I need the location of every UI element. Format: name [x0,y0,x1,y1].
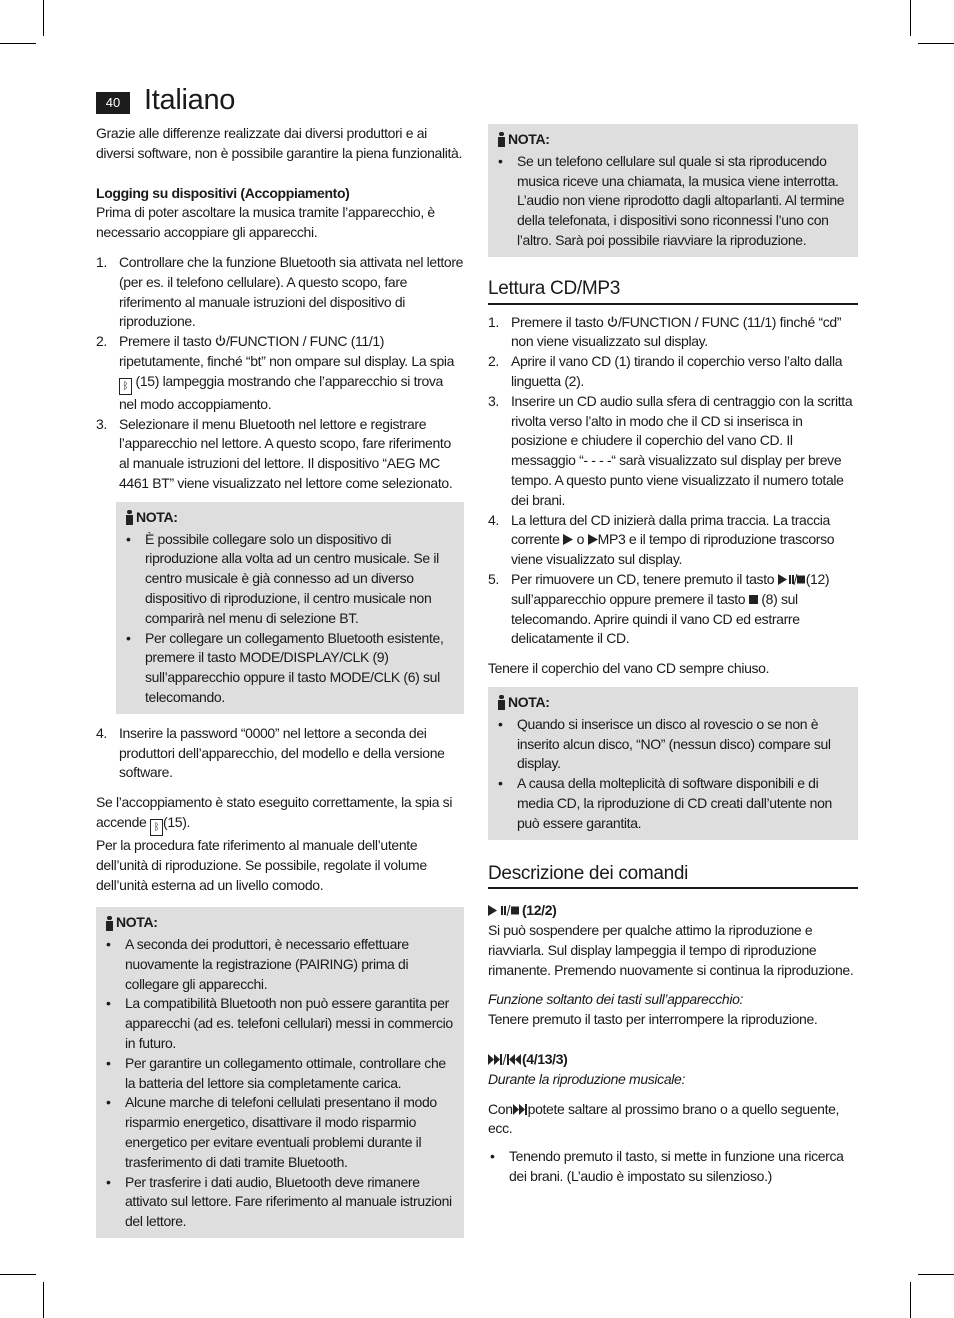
note-heading [496,693,850,713]
crop-mark [43,0,44,36]
list-item: 1. Premere il tasto /FUNCTION / FUNC (11/1) finché “cd” non viene visualizzato sul display. [488,313,842,350]
step-text: /FUNCTION / FUNC (11/1) ripetutamente, finché “bt” non ompare sul display. La spia [119,333,455,369]
skip-forward-backward-icon [488,1054,522,1065]
play-icon [588,534,598,545]
list-item: • Per trasferire i dati audio, Bluetooth deve rimanere attivato sul lettore. Fare riferimento al manuale istruzioni del lettore. [104,1173,456,1232]
note-title: NOTA: [508,131,550,147]
note-list [496,152,850,251]
note-list [496,715,850,834]
pairing-steps-continued [96,724,464,783]
play-only-label [488,990,858,1010]
step-text: /FUNCTION / FUNC (11/1) finché “cd” non viene visualizzato sul display. [511,313,842,350]
step-text: Controllare che la funzione Bluetooth sia attivata nel lettore (per es. il telefono cellulare). A questo scopo, fare riferimento al manuale istruzioni del dispositivo di riproduzione. [119,253,464,330]
success-text-b: (15). [163,813,191,830]
skip-forward-icon [513,1104,528,1115]
note-list [124,530,456,708]
list-item: 4. Inserire la password “0000” nel lettore a seconda dei produttori dell’apparecchio, del modello e della versione software. [96,724,445,781]
list-item: 1. Controllare che la funzione Bluetooth sia attivata nel lettore (per es. il telefono cellulare). A questo scopo, fare riferimento al manuale istruzioni del dispositivo di riproduzione. [96,253,464,330]
pairing-intro: Prima di poter ascoltare la musica tramite l’apparecchio, è necessario accoppiare gli apparecchi. [96,204,435,241]
section-heading-controls: Descrizione dei comandi [488,864,858,890]
step-text: Premere il tasto [511,313,604,330]
step-text: (15) lampeggia mostrando che l’apparecchio si trova nel modo accoppiamento. [119,372,443,412]
play-key-heading [488,901,858,921]
pairing-steps [96,253,464,494]
step-text: MP3 e il tempo di riproduzione trascorso viene visualizzato sul display. [511,531,835,568]
list-item: 2. Premere il tasto /FUNCTION / FUNC (11/1) ripetutamente, finché “bt” non ompare sul display. La spia ᛒ (15) lampeggia mostrando che l’apparecchio si trova nel modo accoppiamento. [96,333,455,412]
list-item: 5. Per rimuovere un CD, tenere premuto il tasto (12) sull’apparecchio oppure premere il tasto (8) sul telecomando. Aprire quindi il vano CD ed estrarre delicatamente il CD. [488,570,830,647]
list-item: • A causa della molteplicità di software disponibili e di media CD, la riproduzione di CD creati dall’utente non può essere garantita. [496,774,850,833]
step-text: Premere il tasto [119,333,212,350]
success-text-a: Se l’accoppiamento è stato eseguito correttamente, la spia si accende [96,794,453,830]
note-title: NOTA: [116,914,158,931]
crop-mark [918,1274,954,1275]
info-icon [104,916,114,931]
cd-closed-text: Tenere il coperchio del vano CD sempre chiuso. [488,660,770,677]
note-box [488,124,858,257]
stop-icon [749,595,758,604]
right-column [488,124,858,1187]
success-text [96,793,464,836]
step-text: Selezionare il menu Bluetooth nel lettore e registrare l’apparecchio nel lettore. A questo scopo, fare riferimento al manuale istruzioni del lettore. Il dispositivo “AEG MC 4461 BT” viene visualizzato nel lettore come selezionato. [119,415,453,491]
play-icon [563,534,573,545]
note-heading [104,913,456,933]
list-item: • Quando si inserisce un disco al rovescio o se non è inserito alcun disco, “NO” (nessun disco) compare sul display. [496,715,850,774]
step-text: Inserire la password “0000” nel lettore a seconda dei produttori dell’apparecchio, del modello e della versione software. [119,724,445,781]
section-heading-cd: Lettura CD/MP3 [488,279,858,305]
skip-desc-b: potete saltare al prossimo brano o a quello seguente, ecc. [488,1100,840,1137]
list-item: • La compatibilità Bluetooth non può essere garantita per apparecchi (ad es. telefoni cellulari) messi in commercio in futuro. [104,994,456,1053]
step-text: La lettura del CD inizierà dalla prima traccia. La traccia corrente [511,511,830,548]
note-title: NOTA: [508,693,550,710]
note-list [104,935,456,1232]
pairing-heading: Logging su dispositivi (Accoppiamento) [96,184,350,201]
skip-description [488,1100,858,1140]
list-item: 3. Inserire un CD audio sulla sfera di centraggio con la scritta rivolta verso l’alto in modo che il CD si inserisca in posizione e chiudere il coperchio del vano CD. Il messaggio “- - - -“ sarà visualizzato sul display per breve tempo. A questo punto viene visualizzato il numero totale dei brani. [488,392,853,508]
power-icon [607,316,618,328]
list-item: • Alcune marche di telefoni cellulati presentano il modo risparmio energetico, disattivare il modo risparmio energetico per evitare eventuali problemi durante il trasferimento di dati tramite Bluetooth. [104,1093,456,1172]
skip-key-heading [488,1050,858,1070]
left-column [96,124,464,1248]
note-box [116,502,464,714]
page-header [96,84,856,124]
language-title: Italiano [144,84,236,116]
skip-list [488,1147,858,1187]
crop-mark [43,1282,44,1318]
note-heading [496,130,850,150]
info-icon [496,695,506,710]
crop-mark [910,0,911,36]
info-icon [124,510,134,525]
play-only-description: Tenere premuto il tasto per interrompere la riproduzione. [488,1011,818,1028]
step-text: Per rimuovere un CD, tenere premuto il tasto [511,570,775,587]
list-item: 3. Selezionare il menu Bluetooth nel lettore e registrare l’apparecchio nel lettore. A questo scopo, fare riferimento al manuale istruzioni del lettore. Il dispositivo “AEG MC 4461 BT” viene visualizzato nel lettore come selezionato. [96,415,453,491]
skip-during-text: Durante la riproduzione musicale: [488,1070,686,1087]
play-only-label-text: Funzione soltanto dei tasti sull’apparecchio: [488,991,744,1008]
bluetooth-icon: ᛒ [150,819,163,836]
power-icon [215,335,226,347]
crop-mark [0,43,36,44]
crop-mark [910,1282,911,1318]
intro-text: Grazie alle differenze realizzate dai diversi produttori e ai diversi software, non è possibile garantire la piena funzionalità. [96,125,463,161]
info-icon [496,132,506,147]
skip-desc-a: Con [488,1100,513,1117]
note-box [488,687,858,840]
list-item: • A seconda dei produttori, è necessario effettuare nuovamente la registrazione (PAIRING) prima di collegare gli apparecchi. [104,935,456,994]
list-item: • Per garantire un collegamento ottimale, controllare che la batteria del lettore sia completamente carica. [104,1054,456,1094]
bluetooth-icon: ᛒ [119,378,132,395]
play-key-label: (12/2) [522,902,557,919]
section-heading-wrap [488,279,858,305]
note-title: NOTA: [136,508,178,525]
step-text: o [576,531,585,548]
note-box [96,907,464,1238]
skip-key-label: (4/13/3) [522,1051,568,1068]
note-heading [124,508,456,528]
section-heading-wrap [488,864,858,890]
cd-steps [488,313,858,650]
page-number: 40 [96,92,130,114]
play-pause-stop-icon [778,574,806,585]
play-description: Si può sospendere per qualche attimo la riproduzione e riavviarla. Sul display lampeggia il tempo di riproduzione rimanente. Premendo nuovamente si continua la riproduzione. [488,922,854,978]
step-text: (8) sul telecomando. Aprire quindi il vano CD ed estrarre delicatamente il CD. [511,590,800,647]
step-text: Aprire il vano CD (1) tirando il coperchio verso l’alto dalla linguetta (2). [511,353,843,389]
list-item: • Tenendo premuto il tasto, si mette in funzione una ricerca dei brani. (L’audio è impostato su silenzioso.) [488,1147,858,1187]
procedure-text: Per la procedura fate riferimento al manuale dell’utente dell’unità di riproduzione. Se possibile, regolate il volume dell’unità esterna ad un livello comodo. [96,836,427,893]
crop-mark [0,1274,36,1275]
list-item: • Per collegare un collegamento Bluetooth esistente, premere il tasto MODE/DISPLAY/CLK (9) sull’apparecchio oppure il tasto MODE/CLK (6) sul telecomando. [124,629,456,708]
crop-mark [918,43,954,44]
list-item: 4. La lettura del CD inizierà dalla prima traccia. La traccia corrente o MP3 e il tempo di riproduzione trascorso viene visualizzato sul display. [488,511,835,568]
play-pause-stop-icon [488,905,522,916]
list-item: • È possibile collegare solo un dispositivo di riproduzione alla volta ad un centro musicale. Se il centro musicale è già connesso ad un diverso dispositivo di riproduzione, il centro musicale non comparirà nel menu di selezione BT. [124,530,456,629]
list-item: • Se un telefono cellulare sul quale si sta riproducendo musica riceve una chiamata, la musica viene interrotta. L’audio non viene riprodotto dagli altoparlanti. Al termine della telefonata, i dispositivi sono riconnessi l’uno con l’altro. Sarà poi possibile riavviare la riproduzione. [496,152,850,251]
step-text: Inserire un CD audio sulla sfera di centraggio con la scritta rivolta verso l’alto in modo che il CD si inserisca in posizione e chiudere il coperchio del vano CD. Il messaggio “- - - -“ sarà visualizzato sul display per breve tempo. A questo punto viene visualizzato il numero totale dei brani. [511,392,853,508]
list-item: 2. Aprire il vano CD (1) tirando il coperchio verso l’alto dalla linguetta (2). [488,353,843,389]
skip-during [488,1070,858,1090]
step-text: (12) sull’apparecchio oppure premere il tasto [511,570,830,607]
